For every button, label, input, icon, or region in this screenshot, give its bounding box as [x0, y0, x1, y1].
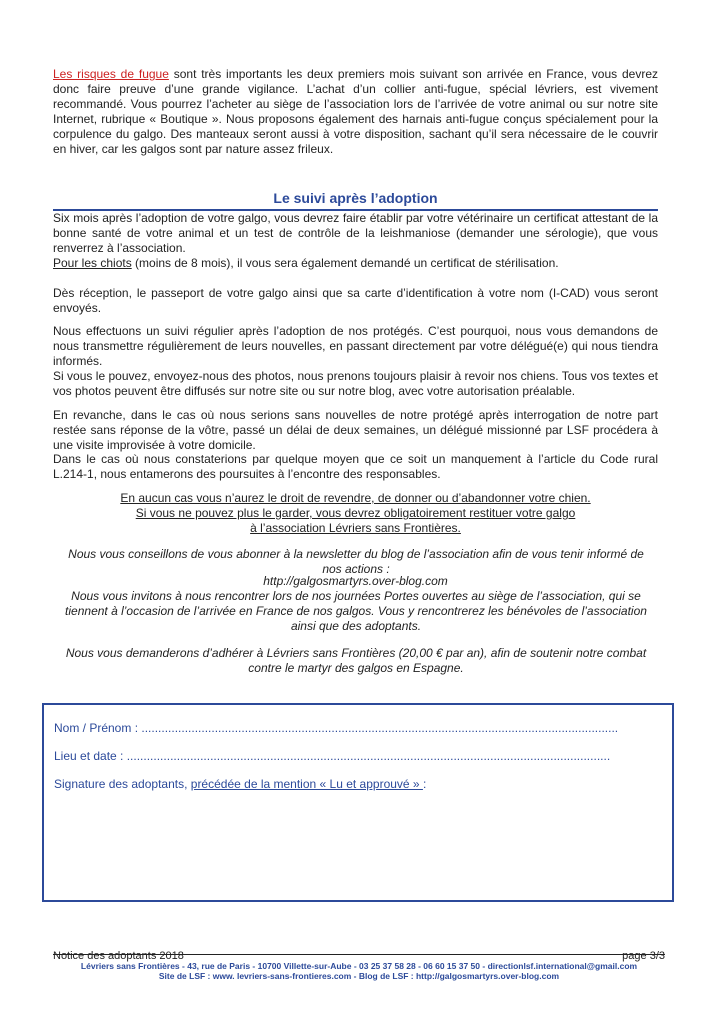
section-title: Le suivi après l’adoption: [273, 190, 438, 206]
newsletter-text: Nous vous conseillons de vous abonner à la newsletter du blog de l’association afin de vous tenir informé de nos actions :: [68, 547, 644, 576]
membership-text: Nous vous demanderons d’adhérer à Lévriers sans Frontières (20,00 € par an), afin de soutenir notre combat contre le martyr des galgos en Espagne.: [65, 646, 647, 675]
signature-label: Signature des adoptants,: [54, 777, 191, 791]
signature-mention: précédée de la mention « Lu et approuvé »: [190, 777, 423, 791]
place-date-field[interactable]: Lieu et date : .................................................................................................................................................: [54, 749, 611, 763]
footer-rule: [53, 954, 665, 955]
footer-websites: Site de LSF : www. levriers-sans-frontieres.com - Blog de LSF : http://galgosmartyrs.over-blog.com: [158, 971, 560, 981]
warning-line-1: En aucun cas vous n’aurez le droit de revendre, de donner ou d’abandonner votre chien.: [120, 491, 591, 505]
paragraph-legal: Dans le cas où nous constaterions par quelque moyen que ce soit un manquement à l’article du Code rural L.214-1, nous entamerons des poursuites à l’encontre des responsables.: [53, 452, 658, 481]
paragraph-passport: Dès réception, le passeport de votre galgo ainsi que sa carte d’identification à votre nom (I-CAD) vous seront envoyés.: [53, 286, 658, 315]
warning-line-2: Si vous ne pouvez plus le garder, vous devrez obligatoirement restituer votre galgo: [135, 506, 576, 520]
paragraph-puppies: [53, 256, 658, 271]
footer-notice: Notice des adoptants 2018: [53, 950, 184, 962]
name-field[interactable]: Nom / Prénom : ...............................................................................................................................................: [54, 721, 619, 735]
adopter-form-box: [42, 703, 674, 902]
puppies-text: (moins de 8 mois), il vous sera également demandé un certificat de stérilisation.: [131, 256, 559, 270]
intro-lead: Les risques de fugue: [53, 67, 169, 81]
intro-text: sont très importants les deux premiers mois suivant son arrivée en France, vous devrez donc faire preuve d’une grande vigilance. L’achat d’un collier anti-fugue, spécial lévriers, est vivement recommandé. Vous pourrez l’acheter au siège de l’association lors de l’arrivée de votre animal ou sur notre site Internet, rubrique « Boutique ». Nous proposons également des harnais anti-fugue conçus spécialement pour la corpulence du galgo. Des manteaux seront aussi à votre disposition, sachant qu’il sera nécessaire de le couvrir en hiver, car les galgos sont par nature assez frileux.: [53, 67, 658, 156]
signature-field[interactable]: [54, 777, 426, 792]
blog-url: http://galgosmartyrs.over-blog.com: [263, 574, 448, 588]
open-days-text: Nous vous invitons à nous rencontrer lors de nos journées Portes ouvertes au siège de l’association, qui se tiennent à l’occasion de l’arrivée en France de nos galgos. Vous y rencontrerez les bénévoles de l’association ainsi que des adoptants.: [65, 589, 647, 633]
paragraph-no-news: En revanche, dans le cas où nous serions sans nouvelles de notre protégé après interrogation de notre part restée sans réponse de la vôtre, passé un délai de deux semaines, un délégué missionné par LSF procédera à une visite improvisée à votre domicile.: [53, 408, 658, 452]
puppies-lead: Pour les chiots: [53, 256, 132, 270]
paragraph-photos: Si vous le pouvez, envoyez-nous des photos, nous prenons toujours plaisir à revoir nos chiens. Tous vos textes et vos photos peuvent être diffusés sur notre site ou sur notre blog, avec votre autorisation préalable.: [53, 369, 658, 398]
paragraph-followup: Nous effectuons un suivi régulier après l’adoption de nos protégés. C’est pourquoi, nous vous demandons de nous transmettre régulièrement de leurs nouvelles, en passant directement par votre délégué(e) qui nous tiendra informés.: [53, 324, 658, 368]
warning-line-3: à l’association Lévriers sans Frontières.: [250, 521, 461, 535]
footer-contact: [53, 961, 665, 981]
signature-colon: :: [422, 777, 427, 791]
intro-paragraph: [53, 67, 658, 157]
page-number: page 3/3: [622, 950, 665, 962]
footer-address: Lévriers sans Frontières - 43, rue de Paris - 10700 Villette-sur-Aube - 03 25 37 58 28 - 06 60 15 37 50 - directionlsf.international@gmail.com: [80, 961, 638, 971]
paragraph-certificate: Six mois après l’adoption de votre galgo, vous devrez faire établir par votre vétérinaire un certificat attestant de la bonne santé de votre animal et un test de contrôle de la leishmaniose (demander une sérologie), que vous renverrez à l’association.: [53, 211, 658, 255]
